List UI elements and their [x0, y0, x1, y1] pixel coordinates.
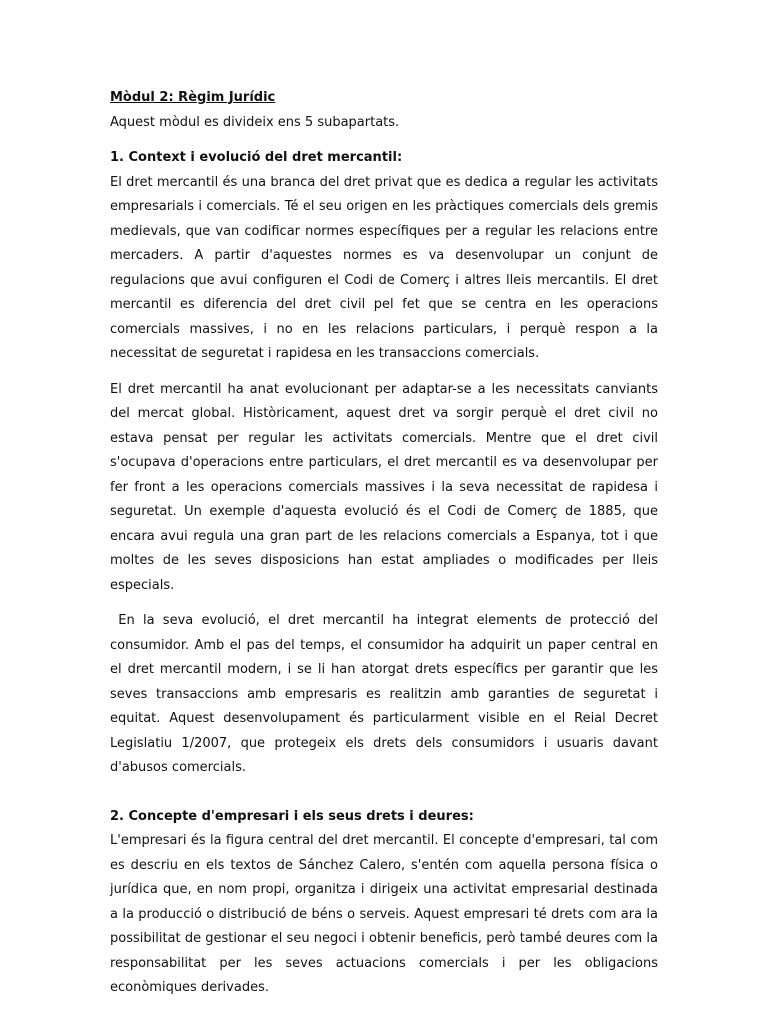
section-spacer: [110, 792, 658, 805]
section-heading: 1. Context i evolució del dret mercantil:: [110, 150, 403, 165]
paragraph: El dret mercantil ha anat evolucionant per adaptar-se a les necessitats canviants del mercat global. Històricament, aquest dret va sorgir perquè el dret civil no estava pensat per regular les activitats comercials. Mentre que el dret civil s'ocupava d'operacions entre particulars, el dret mercantil es va desenvolupar per fer front a les operacions comercials massives i la seva necessitat de rapidesa i seguretat. Un exemple d'aquesta evolució és el Codi de Comerç de 1885, que encara avui regula una gran part de les relacions comercials a Espanya, tot i que moltes de les seves disposicions han estat ampliades o modificades per lleis especials.: [110, 381, 658, 593]
document-title: Mòdul 2: Règim Jurídic: [110, 90, 276, 105]
section-heading: 2. Concepte d'empresari i els seus drets i deures:: [110, 808, 474, 824]
section-2: [110, 805, 658, 1001]
document-intro: Aquest mòdul es divideix ens 5 subapartats.: [110, 114, 400, 130]
paragraph: En la seva evolució, el dret mercantil ha integrat elements de protecció del consumidor. Amb el pas del temps, el consumidor ha adquirit un paper central en el dret mercantil modern, i se li han atorgat drets específics per garantir que les seves transaccions amb empresaris es realitzin amb garanties de seguretat i equitat. Aquest desenvolupament és particularment visible en el Reial Decret Legislatiu 1/2007, que protegeix els drets dels consumidors i usuaris davant d'abusos comercials.: [110, 613, 663, 775]
section-1: [110, 146, 663, 781]
paragraph: L'empresari és la figura central del dret mercantil. El concepte d'empresari, tal com es descriu en els textos de Sánchez Calero, s'entén com aquella persona física o jurídica que, en nom propi, organitza i dirigeix una activitat empresarial destinada a la producció o distribució de béns o serveis. Aquest empresari té drets com ara la possibilitat de gestionar el seu negoci i obtenir beneficis, però també deures com la responsabilitat per les seves actuacions comercials i per les obligacions econòmiques derivades.: [110, 833, 658, 995]
paragraph: El dret mercantil és una branca del dret privat que es dedica a regular les activitats empresarials i comercials. Té el seu origen en les pràctiques comercials dels gremis medievals, que van codificar normes específiques per a regular les relacions entre mercaders. A partir d'aquestes normes es va desenvolupar un conjunt de regulacions que avui configuren el Codi de Comerç i altres lleis mercantils. El dret mercantil es diferencia del dret civil pel fet que se centra en les operacions comercials massives, i no en les relacions particulars, i perquè respon a la necessitat de seguretat i rapidesa en les transaccions comercials.: [110, 174, 658, 361]
